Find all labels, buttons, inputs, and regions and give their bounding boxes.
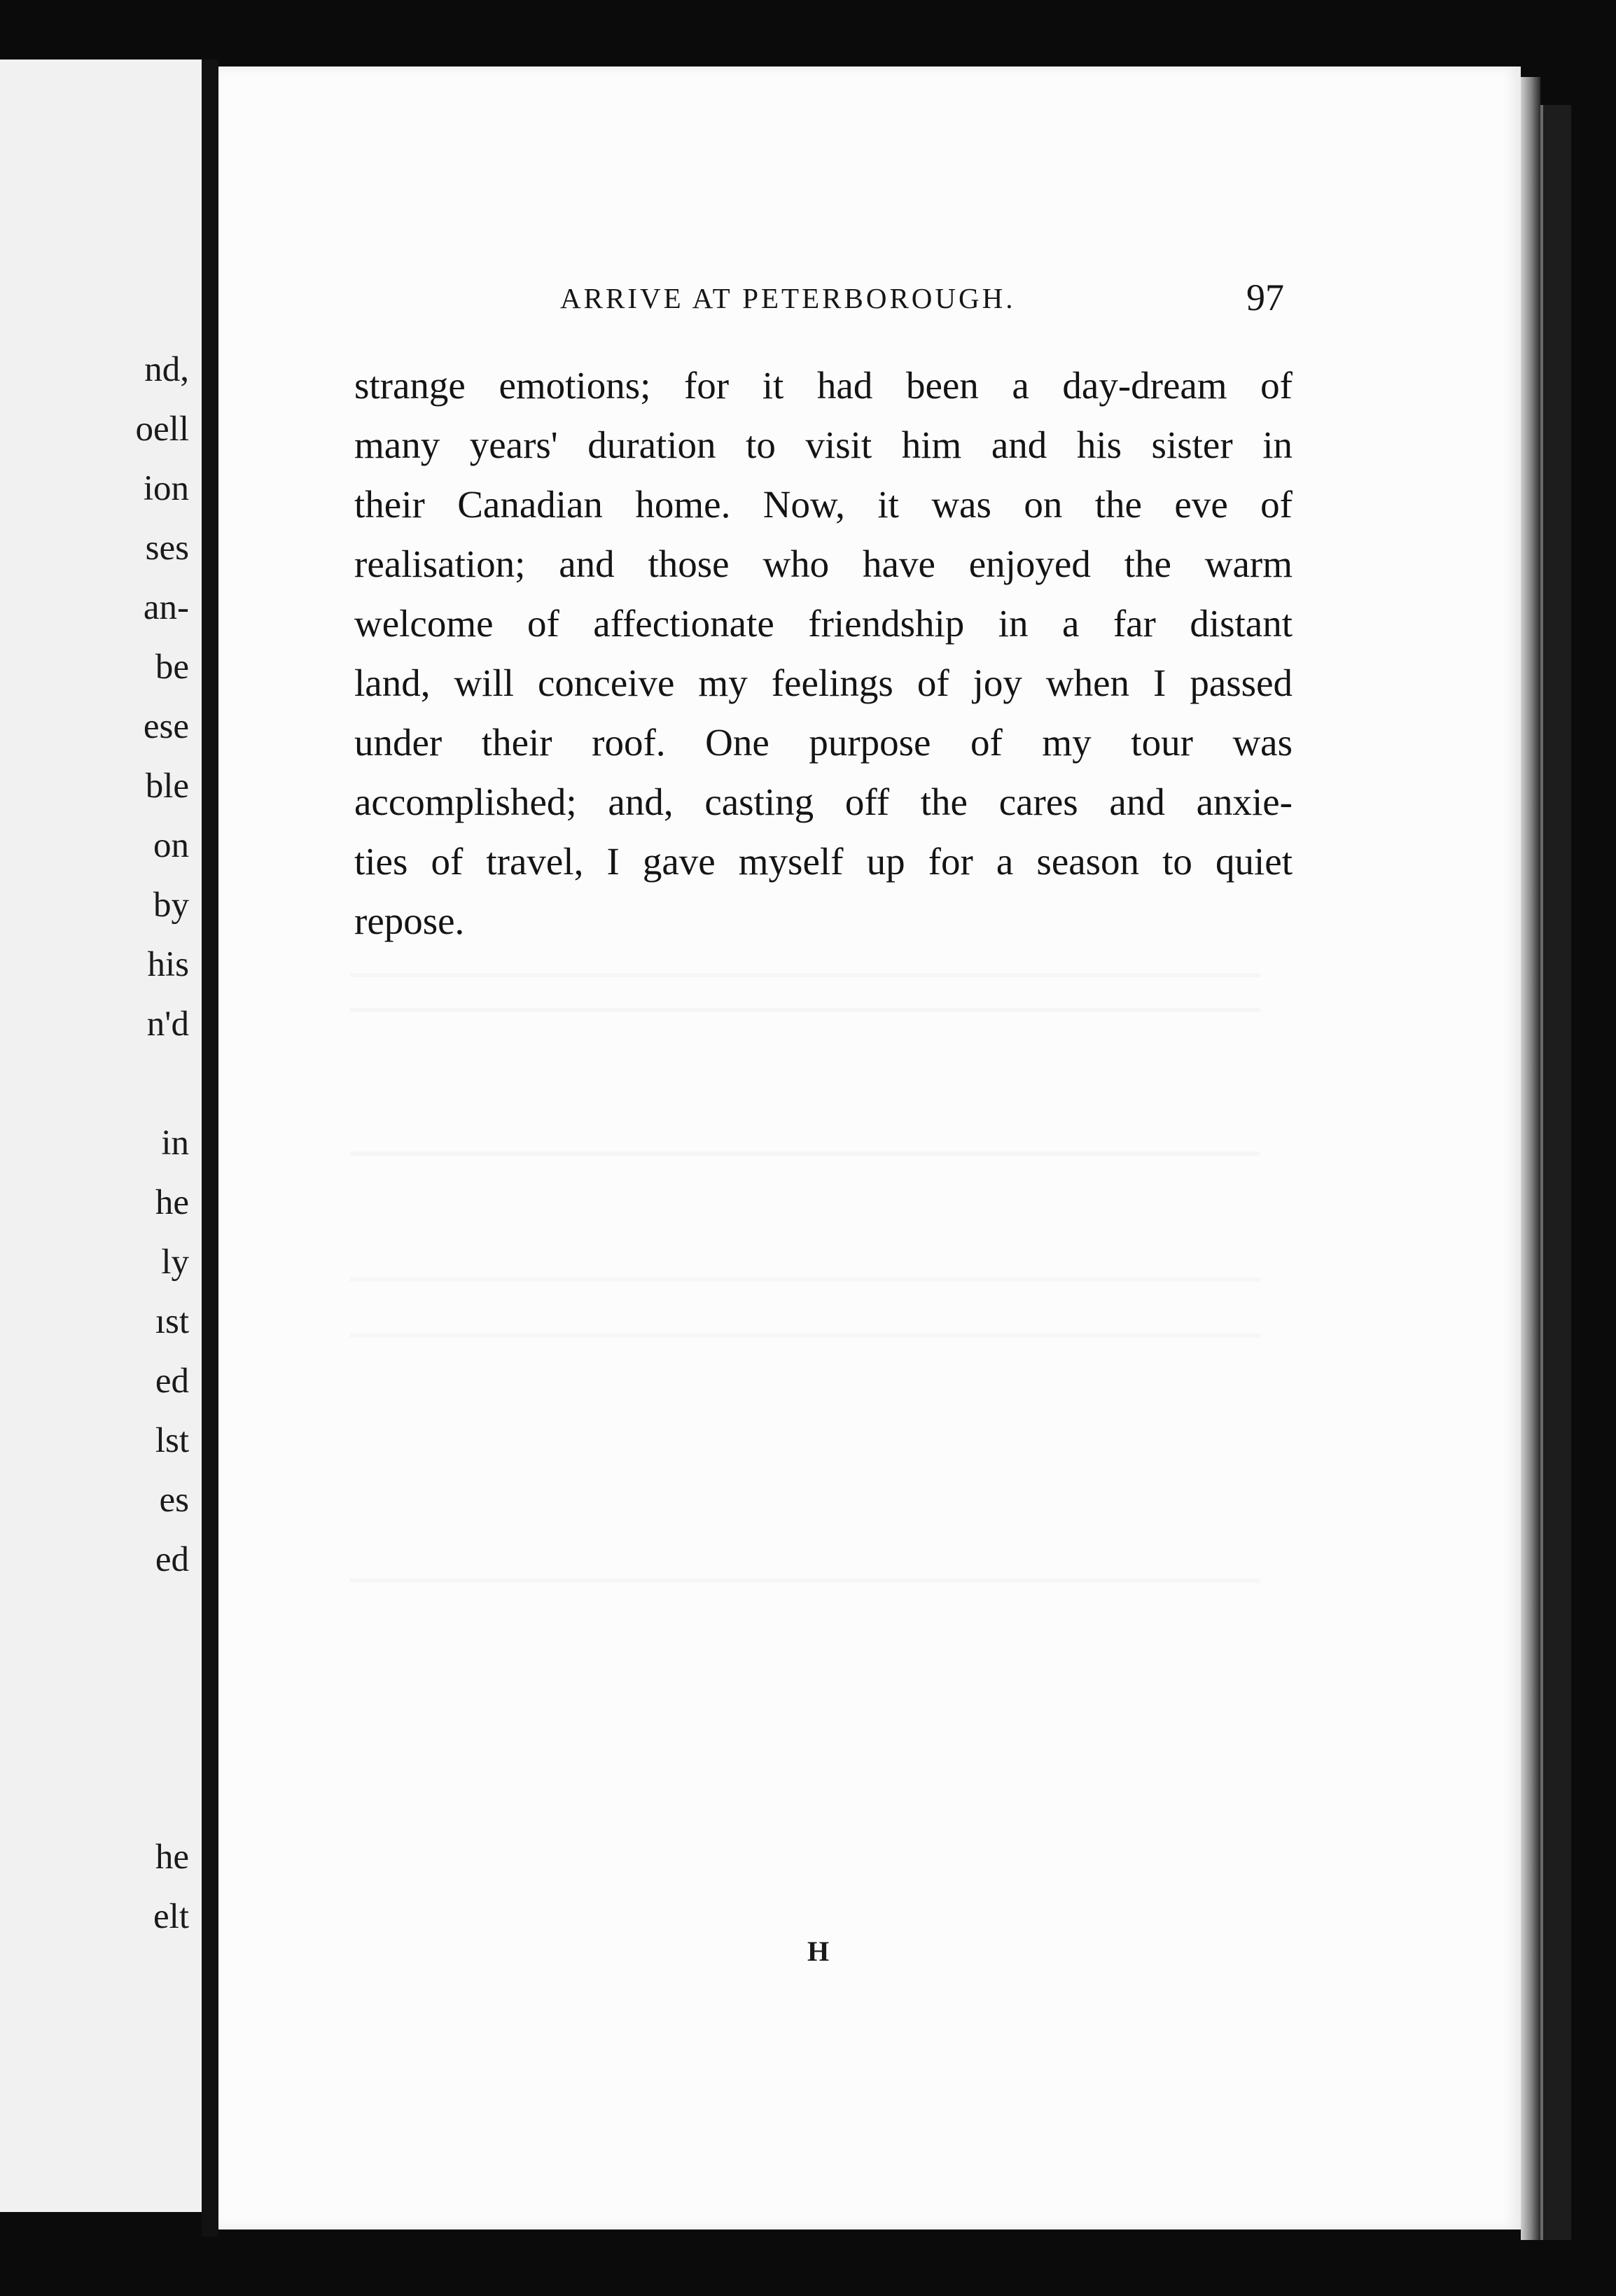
text-line: many years' duration to visit him and his sister in	[354, 424, 1293, 466]
signature-mark: H	[807, 1935, 830, 1967]
left-fragment: he	[155, 1837, 189, 1877]
left-fragment: on	[153, 826, 189, 865]
text-line: land, will conceive my feelings of joy when I passed	[354, 662, 1293, 704]
left-fragment: lst	[155, 1421, 189, 1460]
left-fragment: ses	[145, 528, 189, 568]
text-line: repose.	[354, 899, 465, 942]
text-line: realisation; and those who have enjoyed the warm	[354, 542, 1293, 585]
left-fragment: oell	[135, 410, 189, 449]
left-fragment: ion	[143, 469, 189, 508]
running-head: ARRIVE AT PETERBOROUGH.	[560, 282, 1016, 314]
left-facing-page	[0, 59, 202, 2212]
page-number: 97	[1246, 276, 1284, 318]
left-fragment: elt	[153, 1897, 189, 1936]
left-fragment: in	[161, 1124, 189, 1163]
left-fragment: ıst	[155, 1302, 189, 1341]
left-fragment: ble	[145, 766, 189, 806]
left-fragment: his	[147, 945, 189, 984]
bleed-through-line	[350, 1278, 1260, 1282]
left-fragment: es	[159, 1480, 189, 1520]
book-cover-edge	[1540, 105, 1571, 2240]
left-fragment: he	[155, 1183, 189, 1222]
left-fragment: by	[153, 886, 189, 925]
bleed-through-line	[350, 1578, 1260, 1583]
text-line: ties of travel, I gave myself up for a season to quiet	[354, 840, 1293, 883]
left-fragment: an-	[143, 588, 189, 627]
text-line: under their roof. One purpose of my tour was	[354, 721, 1293, 764]
text-line: accomplished; and, casting off the cares and anxie-	[354, 780, 1293, 823]
left-fragment: be	[155, 648, 189, 687]
text-line: strange emotions; for it had been a day-dream of	[354, 364, 1293, 407]
page-edge	[1521, 77, 1540, 2240]
left-fragment: ese	[143, 707, 189, 746]
bleed-through-line	[350, 1008, 1260, 1012]
page-gutter	[202, 59, 218, 2236]
left-fragment: ly	[161, 1242, 189, 1282]
bleed-through-line	[350, 973, 1260, 977]
bleed-through-line	[350, 1334, 1260, 1338]
left-fragment: nd,	[144, 350, 189, 389]
bleed-through-line	[350, 1152, 1260, 1156]
body-paragraph	[354, 356, 1293, 951]
left-fragment: n'd	[146, 1004, 189, 1044]
text-line: their Canadian home. Now, it was on the eve of	[354, 483, 1293, 526]
left-fragment: ed	[155, 1362, 189, 1401]
left-fragment: ed	[155, 1540, 189, 1579]
text-line: welcome of affectionate friendship in a far distant	[354, 602, 1293, 645]
